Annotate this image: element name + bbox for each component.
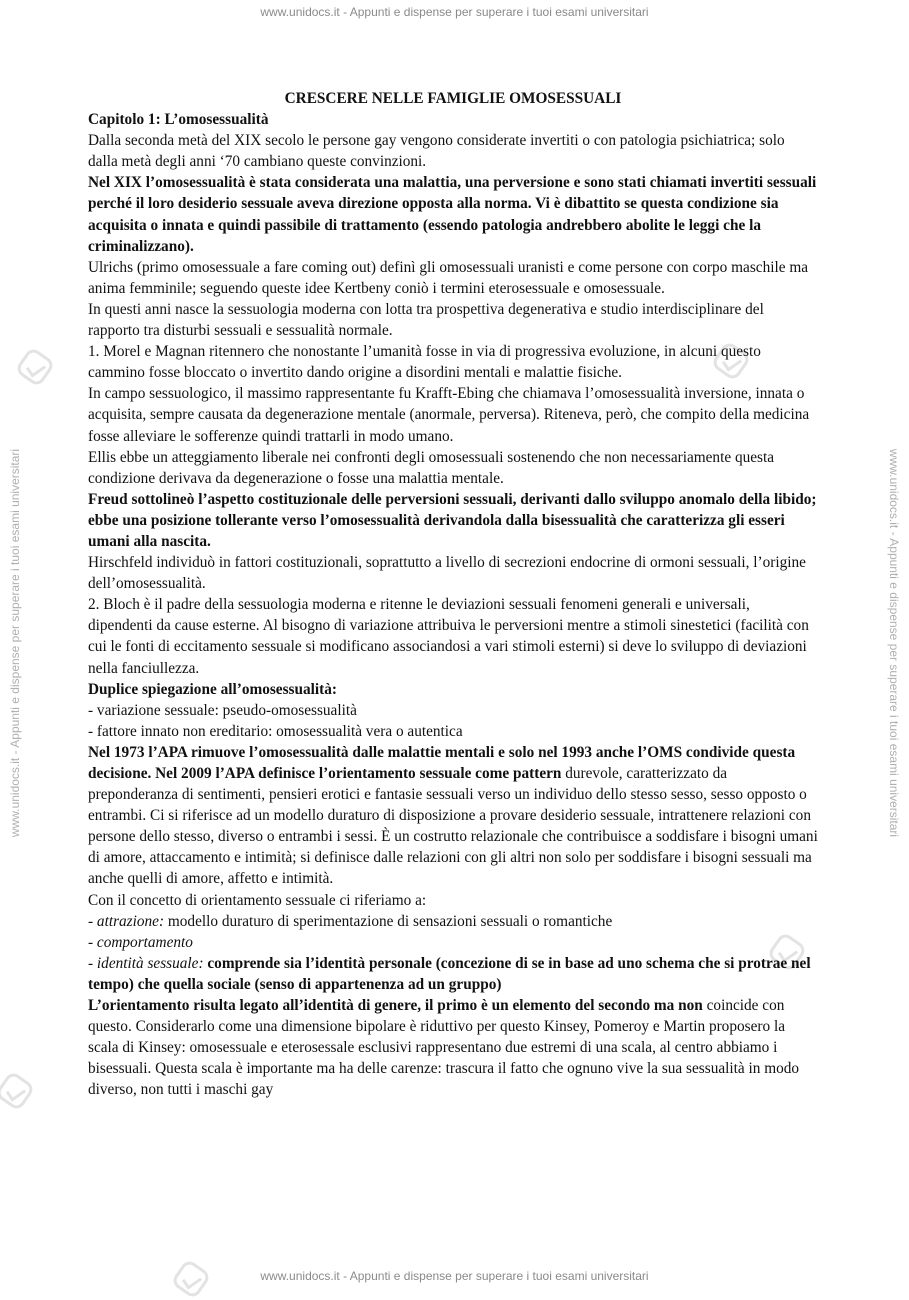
list-item: - fattore innato non ereditario: omosessualità vera o autentica [88, 722, 463, 740]
paragraph: Hirschfeld individuò in fattori costituzionali, soprattutto a livello di secrezioni endocrine di ormoni sessuali, l’origine dell’omosessualità. [88, 554, 806, 593]
watermark-right: www.unidocs.it - Appunti e dispense per superare i tuoi esami universitari [887, 448, 901, 838]
document-body [88, 88, 818, 1101]
paragraph: Ellis ebbe un atteggiamento liberale nei confronti degli omosessuali sostenendo che non necessariamente questa condizione derivava da degenerazione o fosse una malattia mentale. [88, 448, 775, 487]
paragraph-rest: coincide con questo. Considerarlo come una dimensione bipolare è riduttivo per questo Kinsey, Pomeroy e Martin proposero la scala di Kinsey: omosessuale e eterosessale esclusivi rappresentano due estremi di una scala, al centro abbiamo i bisessuali. Questa scala è importante ma ha delle carenze: trascura il fatto che ognuno vive la sua sessualità in modo diverso, non tutti i maschi gay [88, 997, 800, 1099]
term-text: comprende sia l’identità personale (concezione di se in base ad uno schema che si protrae nel tempo) che quella sociale (senso di appartenenza ad un gruppo) [88, 954, 811, 993]
term-text: modello duraturo di sperimentazione di sensazioni sessuali o romantiche [164, 912, 613, 930]
list-item: - identità sessuale: comprende sia l’identità personale (concezione di se in base ad uno schema che si protrae nel tempo) che quella sociale (senso di appartenenza ad un gruppo) [88, 954, 811, 993]
document-title: CRESCERE NELLE FAMIGLIE OMOSESSUALI [284, 90, 622, 107]
paragraph-bold-part: L’orientamento risulta legato all’identità di genere, il primo è un elemento del secondo ma non [88, 997, 703, 1015]
watermark-logo-icon [170, 1258, 212, 1300]
list-item: - comportamento [88, 933, 193, 951]
watermark-left: www.unidocs.it - Appunti e dispense per superare i tuoi esami universitari [8, 448, 22, 838]
paragraph: Duplice spiegazione all’omosessualità: [88, 680, 337, 698]
paragraph: 2. Bloch è il padre della sessuologia moderna e ritenne le deviazioni sessuali fenomeni generali e universali, dipendenti da cause esterne. Al bisogno di variazione attribuiva le perversioni mentre a stimoli sinestetici (facilità con cui le fonti di eccitamento sessuale si modificano associandosi a vari stimoli esterni) si deve lo sviluppo di deviazioni nella fanciullezza. [88, 596, 809, 677]
chapter-heading: Capitolo 1: L’omosessualità [88, 111, 269, 129]
term-label: identità sessuale: [96, 954, 204, 972]
paragraph: Nel XIX l’omosessualità è stata considerata una malattia, una perversione e sono stati chiamati invertiti sessuali perché il loro desiderio sessuale aveva direzione opposta alla norma. Vi è dibattito se questa condizione sia acquisita o innata e quindi passibile di trattamento (essendo patologia andrebbero abolite le leggi che la criminalizzano). [88, 174, 817, 255]
paragraph: In questi anni nasce la sessuologia moderna con lotta tra prospettiva degenerativa e studio interdisciplinare del rapporto tra disturbi sessuali e sessualità normale. [88, 300, 764, 340]
list-item: - variazione sessuale: pseudo-omosessualità [88, 701, 357, 719]
list-item: - attrazione: modello duraturo di sperimentazione di sensazioni sessuali o romantiche [88, 912, 613, 930]
paragraph [88, 995, 818, 1100]
term-label: attrazione: [96, 912, 165, 930]
paragraph: Freud sottolineò l’aspetto costituzionale delle perversioni sessuali, derivanti dallo sviluppo anomalo della libido; ebbe una posizione tollerante verso l’omosessualità derivandola dalla bisessualità che caratterizza gli esseri umani alla nascita. [88, 490, 817, 550]
paragraph: 1. Morel e Magnan ritennero che nonostante l’umanità fosse in via di progressiva evoluzione, in alcuni questo cammino fosse bloccato o invertito dando origine a disordini mentali e malattie fisiche. [88, 343, 761, 382]
paragraph: In campo sessuologico, il massimo rappresentante fu Krafft-Ebing che chiamava l’omosessualità inversione, innata o acquisita, sempre causata da degenerazione mentale (anormale, perversa). Riteneva, però, che compito della medicina fosse alleviare le sofferenze quindi trattarli in modo umano. [88, 385, 810, 445]
watermark-logo-icon [14, 346, 56, 388]
watermark-bottom: www.unidocs.it - Appunti e dispense per superare i tuoi esami universitari [260, 1269, 649, 1283]
paragraph-rest: durevole, caratterizzato da preponderanza di sentimenti, pensieri erotici e fantasie sessuali verso un individuo dello stesso sesso, sesso opposto o entrambi. Ci si riferisce ad un modello duraturo di disposizione a provare desiderio sessuale, intrattenere relazioni con persone dello stesso, diverso o entrambi i sessi. È un costrutto relazionale che contribuisce a soddisfare i bisogni umani di amore, attaccamento e intimità; si definisce dalle relazioni con gli altri non solo per soddisfare i bisogni sessuali ma anche quelli di amore, affetto e intimità. [88, 765, 818, 888]
paragraph: Dalla seconda metà del XIX secolo le persone gay vengono considerate invertiti o con patologia psichiatrica; solo dalla metà degli anni ‘70 cambiano queste convinzioni. [88, 132, 785, 171]
watermark-logo-icon [0, 1070, 36, 1112]
term-label: comportamento [96, 933, 193, 951]
watermark-top: www.unidocs.it - Appunti e dispense per superare i tuoi esami universitari [260, 5, 649, 19]
paragraph-bold-part: Nel 1973 l’APA rimuove l’omosessualità dalle malattie mentali e solo nel 1993 anche l’OMS condivide questa decisione. Nel 2009 l’APA definisce l’orientamento sessuale come pattern [88, 743, 796, 782]
paragraph: Ulrichs (primo omosessuale a fare coming out) definì gli omosessuali uranisti e come persone con corpo maschile ma anima femminile; seguendo queste idee Kertbeny coniò i termini eterosessuale e omosessuale. [88, 258, 809, 297]
paragraph: Con il concetto di orientamento sessuale ci riferiamo a: [88, 891, 427, 909]
paragraph [88, 742, 818, 890]
